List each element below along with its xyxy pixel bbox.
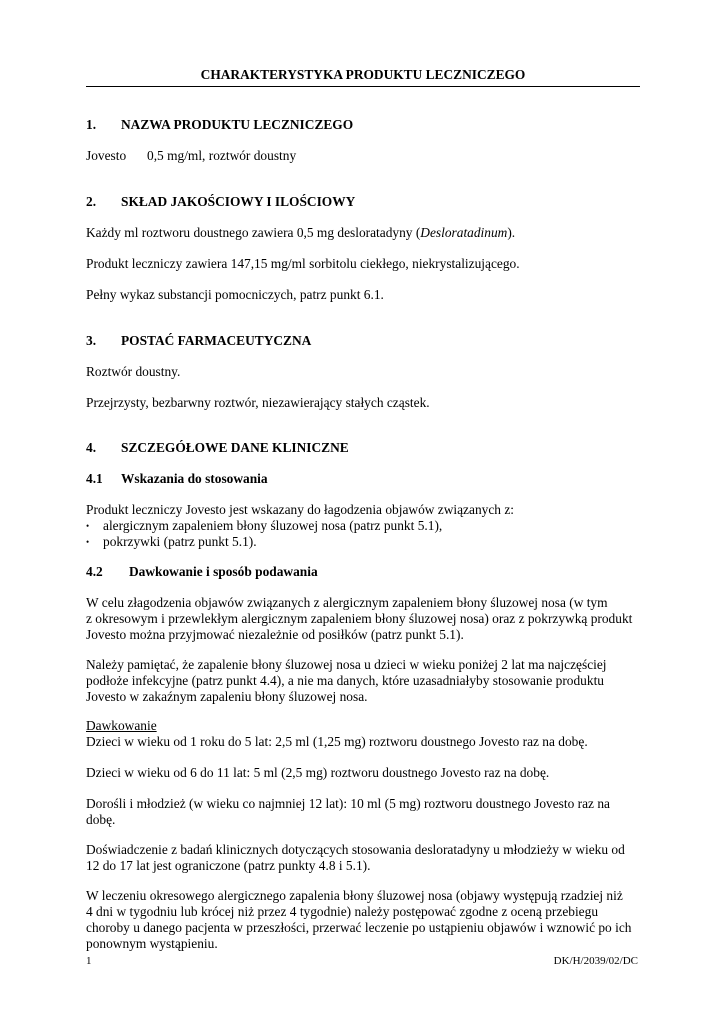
posology-paragraph-line: z okresowym i przewlekłym alergicznym zapaleniem błony śluzowej nosa) oraz z pokrzywką produkt (86, 611, 633, 626)
section-4-2-heading (86, 564, 318, 580)
document-title: CHARAKTERYSTYKA PRODUKTU LECZNICZEGO (200, 67, 526, 82)
dosage-adults-line: Dorośli i młodzież (w wieku co najmniej 12 lat): 10 ml (5 mg) roztworu doustnego Jovesto raz na (86, 796, 610, 811)
form-paragraph: Roztwór doustny. (86, 364, 181, 379)
infection-note-line: podłoże infekcyjne (patrz punkt 4.4), a nie ma danych, które uzasadniałyby stosowanie produktu (86, 673, 604, 688)
excipient-paragraph: Produkt leczniczy zawiera 147,15 mg/ml sorbitolu ciekłego, niekrystalizującego. (86, 256, 520, 271)
adolescent-experience-line: 12 do 17 lat jest ograniczone (patrz punkty 4.8 i 5.1). (86, 858, 371, 873)
dosage-adults-line: dobę. (86, 812, 116, 827)
infection-note-line: Należy pamiętać, że zapalenie błony śluzowej nosa u dzieci w wieku poniżej 2 lat ma najczęściej (86, 657, 607, 672)
section-4-2-number: 4.2 (86, 564, 103, 579)
indications-intro: Produkt leczniczy Jovesto jest wskazany do łagodzenia objawów związanych z: (86, 502, 514, 517)
section-2-heading (86, 194, 355, 210)
section-2-title: SKŁAD JAKOŚCIOWY I ILOŚCIOWY (121, 194, 356, 209)
title-rule (86, 86, 640, 87)
section-1-title: NAZWA PRODUKTU LECZNICZEGO (121, 117, 354, 132)
section-4-2-title: Dawkowanie i sposób podawania (129, 564, 318, 579)
section-2-number: 2. (86, 194, 97, 209)
dosage-children-1-5: Dzieci w wieku od 1 roku do 5 lat: 2,5 ml (1,25 mg) roztworu doustnego Jovesto raz na dobę. (86, 734, 588, 749)
bullet-marker: • (86, 521, 90, 531)
intermittent-treatment-line: choroby u danego pacjenta w przeszłości, przerwać leczenie po ustąpieniu objawów i wznowić po ich (86, 920, 632, 935)
section-1-number: 1. (86, 117, 97, 132)
section-4-heading (86, 440, 349, 456)
section-4-1-number: 4.1 (86, 471, 103, 486)
excipient-reference: Pełny wykaz substancji pomocniczych, patrz punkt 6.1. (86, 287, 384, 302)
dosage-children-6-11: Dzieci w wieku od 6 do 11 lat: 5 ml (2,5 mg) roztworu doustnego Jovesto raz na dobę. (86, 765, 550, 780)
section-4-1-heading (86, 471, 268, 487)
section-3-number: 3. (86, 333, 97, 348)
posology-paragraph-line: W celu złagodzenia objawów związanych z alergicznym zapaleniem błony śluzowej nosa (w tym (86, 595, 608, 610)
section-1-heading (86, 117, 353, 133)
adolescent-experience-line: Doświadczenie z badań klinicznych dotyczących stosowania desloratadyny u młodzieży w wieku od (86, 842, 625, 857)
composition-paragraph (86, 225, 515, 241)
appearance-paragraph: Przejrzysty, bezbarwny roztwór, niezawierający stałych cząstek. (86, 395, 430, 410)
product-name: Jovesto (86, 148, 127, 163)
page-number: 1 (86, 955, 92, 967)
composition-text-end: ). (507, 225, 516, 240)
section-3-title: POSTAĆ FARMACEUTYCZNA (121, 333, 312, 348)
product-strength: 0,5 mg/ml, roztwór doustny (147, 148, 297, 163)
indication-item: pokrzywki (patrz punkt 5.1). (103, 534, 257, 549)
bullet-marker: • (86, 537, 90, 547)
section-4-1-title: Wskazania do stosowania (121, 471, 268, 486)
intermittent-treatment-line: 4 dni w tygodniu lub krócej niż przez 4 tygodnie) należy postępować zgodne z oceną przebiegu (86, 904, 599, 919)
section-4-number: 4. (86, 440, 97, 455)
product-name-line (86, 148, 296, 164)
inn-name: Desloratadinum (420, 225, 508, 240)
indication-item: alergicznym zapaleniem błony śluzowej nosa (patrz punkt 5.1), (103, 518, 443, 533)
infection-note-line: Jovesto w zakaźnym zapaleniu błony śluzowej nosa. (86, 689, 368, 704)
intermittent-treatment-line: ponownym wystąpieniu. (86, 936, 218, 951)
intermittent-treatment-line: W leczeniu okresowego alergicznego zapalenia błony śluzowej nosa (objawy występują rzadziej niż (86, 888, 623, 903)
section-4-title: SZCZEGÓŁOWE DANE KLINICZNE (121, 440, 349, 455)
dosage-subheading: Dawkowanie (86, 718, 157, 733)
posology-paragraph-line: Jovesto można przyjmować niezależnie od posiłków (patrz punkt 5.1). (86, 627, 464, 642)
document-reference: DK/H/2039/02/DC (553, 955, 638, 967)
composition-text: Każdy ml roztworu doustnego zawiera 0,5 mg desloratadyny ( (86, 225, 421, 240)
section-3-heading (86, 333, 311, 349)
